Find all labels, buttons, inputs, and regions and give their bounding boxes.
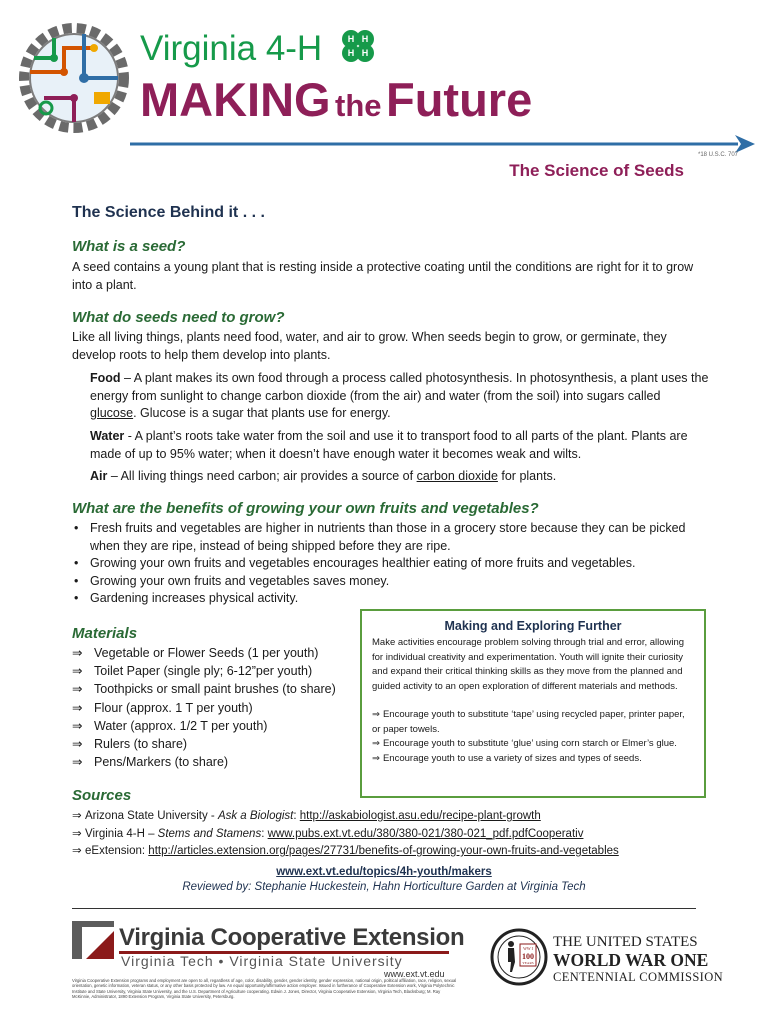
- fine-print: Virginia Cooperative Extension programs and employment are open to all, regardless of age, color, disability, gender, gender identity, gender expression, national origin, political affiliation, race, religion, sexual orientation, genetic information, veteran status, or any other basis protected by law. An equal opportunity/affirmative action employer. Issued in furtherance of Cooperative Extension work, Virginia Polytechnic Institute and State University, Virginia State University, and the U.S. Department of Agriculture cooperating. Edwin J. Jones, Director, Virginia Cooperative Extension, Virginia Tech, Blacksburg; M. Ray McKinnie, Administrator, 1890 Extension Program, Virginia State University, Petersburg.: [72, 978, 457, 999]
- vce-url[interactable]: www.ext.vt.edu: [384, 969, 445, 979]
- seeds-need-intro: Like all living things, plants need food, water, and air to grow. When seeds begin to grow, or germinate, they develop roots to help them develop into plants.: [72, 330, 667, 362]
- svg-text:H: H: [347, 48, 355, 58]
- material-item: ⇒ Water (approx. 1/2 T per youth): [72, 717, 336, 735]
- air-label: Air: [90, 469, 108, 483]
- section-title: The Science Behind it . . .: [72, 204, 265, 221]
- seal-text-bot: YEARS: [522, 961, 534, 965]
- source-prefix: eExtension:: [85, 845, 149, 857]
- source-item: [72, 808, 712, 826]
- makers-gear-logo: [14, 18, 134, 138]
- sources-list: [72, 808, 712, 861]
- ww1-line1: THE UNITED STATES: [553, 934, 698, 950]
- reviewer-credit: Reviewed by: Stephanie Huckestein, Hahn Horticulture Garden at Virginia Tech: [182, 881, 586, 893]
- carbon-dioxide-link[interactable]: carbon dioxide: [416, 469, 498, 483]
- benefit-item: • Growing your own fruits and vegetables saves money.: [74, 573, 714, 591]
- air-paragraph: [90, 468, 710, 486]
- box-list: [372, 708, 694, 766]
- box-item: ⇒ Encourage youth to substitute ‘glue’ using corn starch or Elmer’s glue.: [372, 737, 694, 752]
- source-sep: :: [293, 810, 300, 822]
- water-paragraph: [90, 428, 710, 463]
- food-paragraph: [90, 370, 710, 423]
- making-the-future-title: [140, 73, 533, 126]
- materials-list: [72, 644, 336, 771]
- makers-link[interactable]: www.ext.vt.edu/topics/4h-youth/makers: [276, 866, 492, 878]
- benefit-item: • Fresh fruits and vegetables are higher in nutrients than those in a grocery store because they can be picked when they are ripe, instead of being shipped before they are ripe.: [74, 520, 714, 555]
- benefit-item: • Growing your own fruits and vegetables encourages healthier eating of more fruits and vegetables.: [74, 555, 714, 573]
- material-item: ⇒ Toothpicks or small paint brushes (to share): [72, 680, 336, 698]
- title-the: the: [335, 88, 382, 123]
- program-name-text: Virginia 4-H: [140, 29, 323, 68]
- source-title: Stems and Stamens: [157, 827, 262, 840]
- ww1-line2: WORLD WAR ONE: [553, 950, 709, 970]
- question-what-is-a-seed: What is a seed?: [72, 238, 186, 255]
- seed-definition: A seed contains a young plant that is resting inside a protective coating until the conditions are right for it to grow into a plant.: [72, 260, 694, 292]
- material-item: ⇒ Rulers (to share): [72, 735, 336, 753]
- water-label: Water: [90, 429, 125, 443]
- question-benefits: What are the benefits of growing your own fruits and vegetables?: [72, 500, 539, 517]
- title-future: Future: [386, 73, 533, 126]
- material-item: ⇒ Flour (approx. 1 T per youth): [72, 699, 336, 717]
- program-name: [140, 26, 378, 66]
- trademark-note: *18 U.S.C. 707: [698, 152, 739, 158]
- four-h-clover-icon: [338, 26, 378, 66]
- activity-title: The Science of Seeds: [509, 161, 684, 180]
- benefit-item: • Gardening increases physical activity.: [74, 590, 714, 608]
- vce-logo-mark: [72, 921, 114, 959]
- benefits-list: [74, 520, 714, 608]
- question-what-do-seeds-need: What do seeds need to grow?: [72, 309, 285, 326]
- svg-text:H: H: [347, 34, 355, 44]
- source-title: Ask a Biologist: [217, 810, 294, 822]
- header-arrow-line: [130, 133, 755, 155]
- footer-divider: [72, 908, 696, 909]
- source-item: [72, 843, 712, 861]
- svg-text:H: H: [361, 48, 369, 58]
- source-sep: :: [261, 827, 268, 840]
- water-text: - A plant’s roots take water from the soil and use it to transport food to all parts of the plant. Plants are made of up to 95% water; when it doesn’t have enough water it becomes weak and wilts.: [90, 429, 688, 461]
- food-label: Food: [90, 371, 121, 385]
- material-item: ⇒ Pens/Markers (to share): [72, 753, 336, 771]
- source-prefix: Arizona State University -: [85, 810, 218, 822]
- vce-subtitle: Virginia Tech • Virginia State University: [121, 953, 403, 969]
- ww1-line3: CENTENNIAL COMMISSION: [553, 970, 724, 984]
- material-item: ⇒ Vegetable or Flower Seeds (1 per youth): [72, 644, 336, 662]
- food-text: – A plant makes its own food through a process called photosynthesis. In photosynthesis, a plant uses the energy from sunlight to change carbon dioxide (from the air) and water (from the soil) into sugars called: [90, 371, 709, 403]
- seal-text-mid: 100: [522, 952, 534, 961]
- seal-text-top: WW I: [523, 946, 533, 951]
- box-title: Making and Exploring Further: [444, 619, 622, 633]
- materials-heading: Materials: [72, 625, 138, 642]
- ww1-centennial-seal: [490, 928, 548, 986]
- sources-heading: Sources: [72, 787, 132, 804]
- material-item: ⇒ Toilet Paper (single ply; 6-12”per youth): [72, 662, 336, 680]
- title-making: MAKING: [140, 73, 331, 126]
- glucose-link[interactable]: glucose: [90, 406, 134, 420]
- box-text: Make activities encourage problem solving through trial and error, allowing for individual creativity and experimentation. Youth will ignite their curiosity and expand their critical thinking skills as they move from the planned and guided activity to an open exploration of different materials and methods.: [372, 637, 685, 692]
- making-exploring-box: [360, 609, 706, 798]
- source-prefix: Virginia 4-H –: [85, 827, 158, 840]
- air-tail: for plants.: [497, 469, 557, 483]
- source-link[interactable]: http://askabiologist.asu.edu/recipe-plant-growth: [299, 810, 541, 822]
- vce-title: Virginia Cooperative Extension: [119, 924, 465, 951]
- box-item: ⇒ Encourage youth to use a variety of sizes and types of seeds.: [372, 752, 694, 767]
- source-link[interactable]: www.pubs.ext.vt.edu/380/380-021/380-021_pdf.pdfCooperativ: [267, 827, 584, 840]
- svg-text:H: H: [361, 34, 369, 44]
- food-tail: . Glucose is a sugar that plants use for energy.: [133, 406, 391, 420]
- source-item: [72, 826, 712, 844]
- makers-url: [0, 866, 768, 878]
- source-link[interactable]: http://articles.extension.org/pages/27731/benefits-of-growing-your-own-fruits-and-vegetables: [148, 845, 619, 857]
- box-item: ⇒ Encourage youth to substitute ‘tape’ using recycled paper, printer paper, or paper towels.: [372, 708, 694, 737]
- air-text: – All living things need carbon; air provides a source of: [107, 469, 417, 483]
